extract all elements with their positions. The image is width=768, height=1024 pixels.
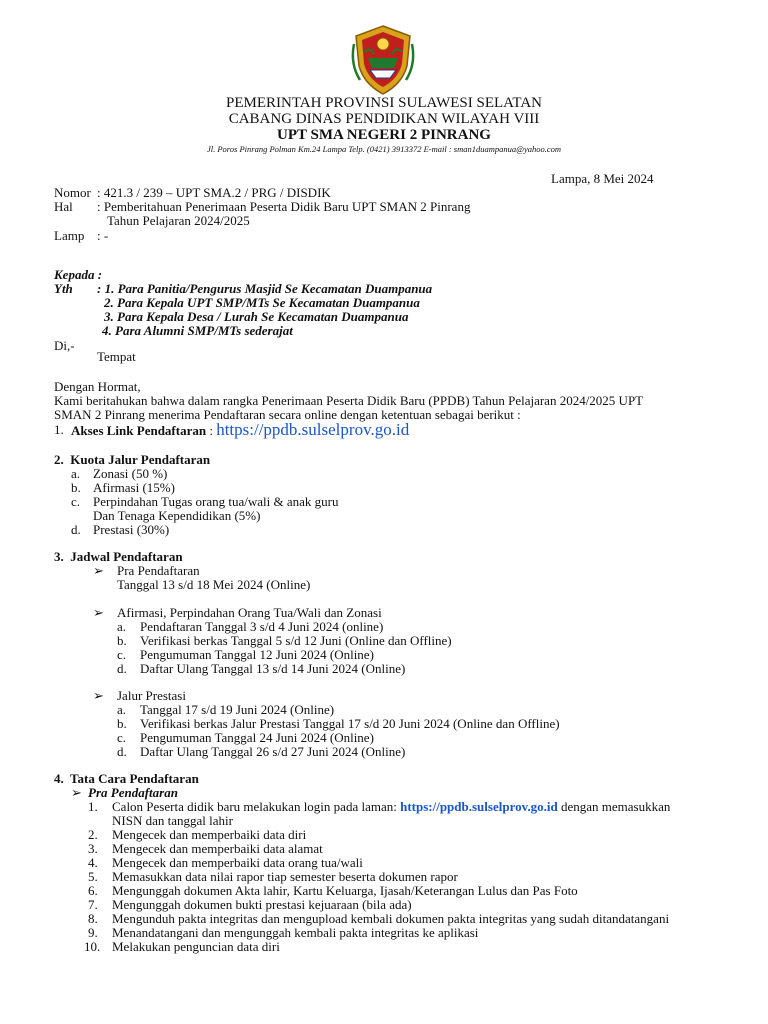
opening-paragraph-line2: SMAN 2 Pinrang menerima Pendaftaran secara online dengan ketentuan sebagai berikut : (54, 407, 521, 422)
arrow-bullet-icon: ➢ (93, 688, 104, 703)
subsection-title: Pra Pendaftaran (88, 785, 178, 800)
list-item-marker: d. (71, 522, 81, 537)
step-number: 7. (88, 897, 98, 912)
yth-label: Yth (54, 281, 73, 296)
section-1 (71, 420, 410, 439)
step-text: Memasukkan data nilai rapor tiap semester beserta dokumen rapor (112, 869, 458, 884)
section-4-number: 4. (54, 771, 64, 786)
step-number: 2. (88, 827, 98, 842)
step-text: Mengecek dan memperbaiki data alamat (112, 841, 323, 856)
schedule-group-title: Afirmasi, Perpindahan Orang Tua/Wali dan Zonasi (117, 605, 382, 620)
list-item: Prestasi (30%) (93, 522, 170, 537)
section-1-title: Akses Link Pendaftaran (71, 423, 207, 438)
arrow-bullet-icon: ➢ (93, 563, 104, 578)
letterhead-school: UPT SMA NEGERI 2 PINRANG (277, 127, 491, 143)
nomor-value: : 421.3 / 239 – UPT SMA.2 / PRG / DISDIK (97, 185, 331, 200)
letter-date: Lampa, 8 Mei 2024 (551, 171, 654, 186)
step-number: 6. (88, 883, 98, 898)
step-number: 5. (88, 869, 98, 884)
list-item-marker: c. (117, 647, 127, 662)
recipient-4: 4. Para Alumni SMP/MTs sederajat (102, 323, 293, 338)
list-item-marker: c. (117, 730, 127, 745)
tempat-label: Tempat (97, 349, 136, 364)
section-4-title (54, 772, 199, 786)
list-item-marker: a. (117, 702, 127, 717)
section-2-label: Kuota Jalur Pendaftaran (70, 452, 211, 467)
list-item: Pendaftaran Tanggal 3 s/d 4 Juni 2024 (online) (140, 619, 384, 634)
list-item: Daftar Ulang Tanggal 13 s/d 14 Juni 2024 (Online) (140, 661, 406, 676)
section-3-number: 3. (54, 549, 64, 564)
step-text: Mengunggah dokumen Akta lahir, Kartu Keluarga, Ijasah/Keterangan Lulus dan Pas Foto (112, 883, 578, 898)
letterhead-line2: CABANG DINAS PENDIDIKAN WILAYAH VIII (228, 111, 540, 127)
step-1 (112, 800, 670, 814)
step-number: 8. (88, 911, 98, 926)
step-text: Mengunduh pakta integritas dan mengupload kembali dokumen pakta integritas yang sudah ditandatangani (112, 911, 670, 926)
step-number: 1. (88, 799, 98, 814)
list-item: Afirmasi (15%) (93, 480, 175, 495)
lamp-value: : - (97, 228, 109, 243)
list-item-marker: d. (117, 744, 127, 759)
step-text: Mengecek dan memperbaiki data orang tua/wali (112, 855, 363, 870)
provincial-emblem-icon (350, 24, 416, 96)
step-number: 9. (88, 925, 98, 940)
letterhead-line1: PEMERINTAH PROVINSI SULAWESI SELATAN (226, 95, 542, 111)
step-text: dengan memasukkan (560, 799, 671, 814)
list-item-marker: c. (71, 494, 81, 509)
list-item: Perpindahan Tugas orang tua/wali & anak guru (93, 494, 339, 509)
list-item: Pengumuman Tanggal 24 Juni 2024 (Online) (140, 730, 374, 745)
step-text: Mengecek dan memperbaiki data diri (112, 827, 307, 842)
step-text: NISN dan tanggal lahir (112, 813, 233, 828)
section-3-title (54, 550, 183, 564)
salutation: Dengan Hormat, (54, 379, 141, 394)
step-number: 10. (84, 939, 101, 954)
list-item-marker: a. (71, 466, 81, 481)
step-number: 3. (88, 841, 98, 856)
ppdb-link[interactable]: https://ppdb.sulselprov.go.id (216, 420, 410, 439)
list-item-marker: d. (117, 661, 127, 676)
list-item: Tanggal 17 s/d 19 Juni 2024 (Online) (140, 702, 335, 717)
list-item-marker: b. (117, 633, 127, 648)
list-item: Dan Tenaga Kependidikan (5%) (93, 508, 261, 523)
list-item-marker: b. (117, 716, 127, 731)
step-number: 4. (88, 855, 98, 870)
kepada-label: Kepada : (54, 267, 103, 282)
hal-value-cont: Tahun Pelajaran 2024/2025 (107, 213, 250, 228)
nomor-label: Nomor (54, 185, 91, 200)
section-3-label: Jadwal Pendaftaran (70, 549, 183, 564)
step-text: Menandatangani dan mengunggah kembali pakta integritas ke aplikasi (112, 925, 479, 940)
hal-label: Hal (54, 199, 73, 214)
list-item: Daftar Ulang Tanggal 26 s/d 27 Juni 2024 (Online) (140, 744, 406, 759)
recipient-3: 3. Para Kepala Desa / Lurah Se Kecamatan Duampanua (104, 309, 409, 324)
ppdb-login-link[interactable]: https://ppdb.sulselprov.go.id (400, 799, 558, 814)
schedule-line: Tanggal 13 s/d 18 Mei 2024 (Online) (117, 577, 311, 592)
list-item-marker: b. (71, 480, 81, 495)
step-text: Melakukan penguncian data diri (112, 939, 280, 954)
schedule-group-title: Pra Pendaftaran (117, 563, 200, 578)
arrow-bullet-icon: ➢ (93, 605, 104, 620)
section-4-label: Tata Cara Pendaftaran (70, 771, 199, 786)
hal-value: : Pemberitahuan Penerimaan Peserta Didik Baru UPT SMAN 2 Pinrang (97, 199, 471, 214)
list-item: Pengumuman Tanggal 12 Juni 2024 (Online) (140, 647, 374, 662)
list-item-marker: a. (117, 619, 127, 634)
list-item: Verifikasi berkas Tanggal 5 s/d 12 Juni (Online dan Offline) (140, 633, 452, 648)
step-text: Mengunggah dokumen bukti prestasi kejuaraan (bila ada) (112, 897, 412, 912)
di-label: Di,- (54, 338, 75, 353)
recipient-1: : 1. Para Panitia/Pengurus Masjid Se Kecamatan Duampanua (97, 281, 433, 296)
arrow-bullet-icon: ➢ (71, 785, 82, 800)
section-2-number: 2. (54, 452, 64, 467)
list-item: Zonasi (50 %) (93, 466, 168, 481)
schedule-group-title: Jalur Prestasi (117, 688, 186, 703)
opening-paragraph-line1: Kami beritahukan bahwa dalam rangka Penerimaan Peserta Didik Baru (PPDB) Tahun Pelajaran 2024/2025 UPT (54, 393, 644, 408)
recipient-2: 2. Para Kepala UPT SMP/MTs Se Kecamatan Duampanua (104, 295, 420, 310)
letterhead-address: Jl. Poros Pinrang Polman Km.24 Lampa Telp. (0421) 3913372 E-mail : sman1duampanua@yahoo.com (206, 144, 562, 154)
section-1-number: 1. (54, 422, 64, 437)
section-1-separator: : (209, 423, 213, 438)
step-text: Calon Peserta didik baru melakukan login pada laman: (112, 799, 397, 814)
lamp-label: Lamp (54, 228, 85, 243)
section-2-title (54, 453, 210, 467)
list-item: Verifikasi berkas Jalur Prestasi Tanggal 17 s/d 20 Juni 2024 (Online dan Offline) (140, 716, 560, 731)
